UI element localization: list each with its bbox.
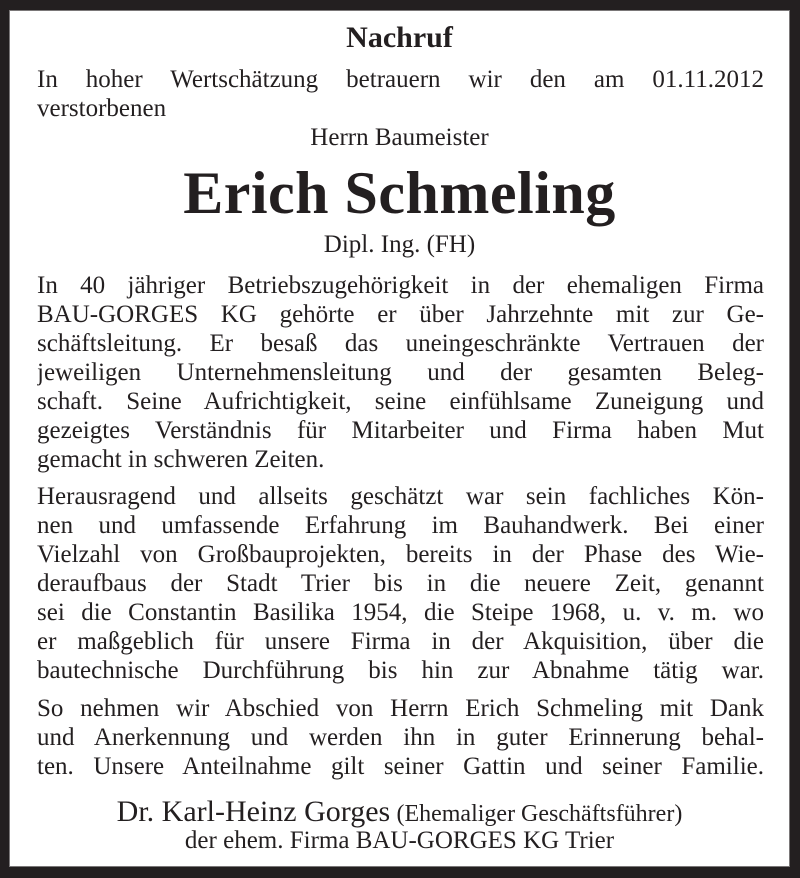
paragraph-line: und Anerkennung und werden ihn in guter Erinnerung behal- [37,724,764,751]
notice-title: Nachruf [346,21,453,54]
paragraph-line: bautechnische Durchführung bis hin zur Abnahme tätig war. [37,657,764,684]
signature-line [9,795,790,829]
paragraph-line: jeweiligen Unternehmensleitung und der gesamten Beleg- [37,359,764,386]
paragraph-line: deraufbaus der Stadt Trier bis in die neuere Zeit, genannt [37,570,764,597]
paragraph-line: gezeigtes Verständnis für Mitarbeiter und Firma haben Mut [37,417,764,444]
academic-degree: Dipl. Ing. (FH) [323,231,476,258]
paragraph-line: ten. Unsere Anteilnahme gilt seiner Gattin und seiner Familie. [37,753,764,780]
intro-line-2: verstorbenen [37,95,167,122]
honorific: Herrn Baumeister [310,124,489,151]
paragraph-line: gemacht in schweren Zeiten. [37,446,325,473]
paragraph-line: Vielzahl von Großbauprojekten, bereits in der Phase des Wie- [37,541,764,568]
signatory-name: Dr. Karl-Heinz Gorges [116,795,391,828]
signatory-firm: der ehem. Firma BAU-GORGES KG Trier [184,827,615,854]
signatory-role: (Ehemaliger Geschäftsführer) [396,801,683,827]
paragraph-line: BAU-GORGES KG gehörte er über Jahrzehnte mit zur Ge- [37,301,764,328]
paragraph-line: So nehmen wir Abschied von Herrn Erich Schmeling mit Dank [37,695,764,722]
deceased-name: Erich Schmeling [183,160,616,226]
paragraph-line: In 40 jähriger Betriebszugehörigkeit in der ehemaligen Firma [37,272,764,299]
paragraph-line: schaft. Seine Aufrichtigkeit, seine einfühlsame Zuneigung und [37,388,764,415]
paragraph-line: sei die Constantin Basilika 1954, die Steipe 1968, u. v. m. wo [37,599,764,626]
paragraph-line: er maßgeblich für unsere Firma in der Akquisition, über die [37,628,764,655]
intro-line-1: In hoher Wertschätzung betrauern wir den am 01.11.2012 [37,66,764,93]
paragraph-line: Herausragend und allseits geschätzt war sein fachliches Kön- [37,483,764,510]
paragraph-line: schäftsleitung. Er besaß das uneingeschränkte Vertrauen der [37,330,764,357]
paragraph-line: nen und umfassende Erfahrung im Bauhandwerk. Bei einer [37,512,764,539]
